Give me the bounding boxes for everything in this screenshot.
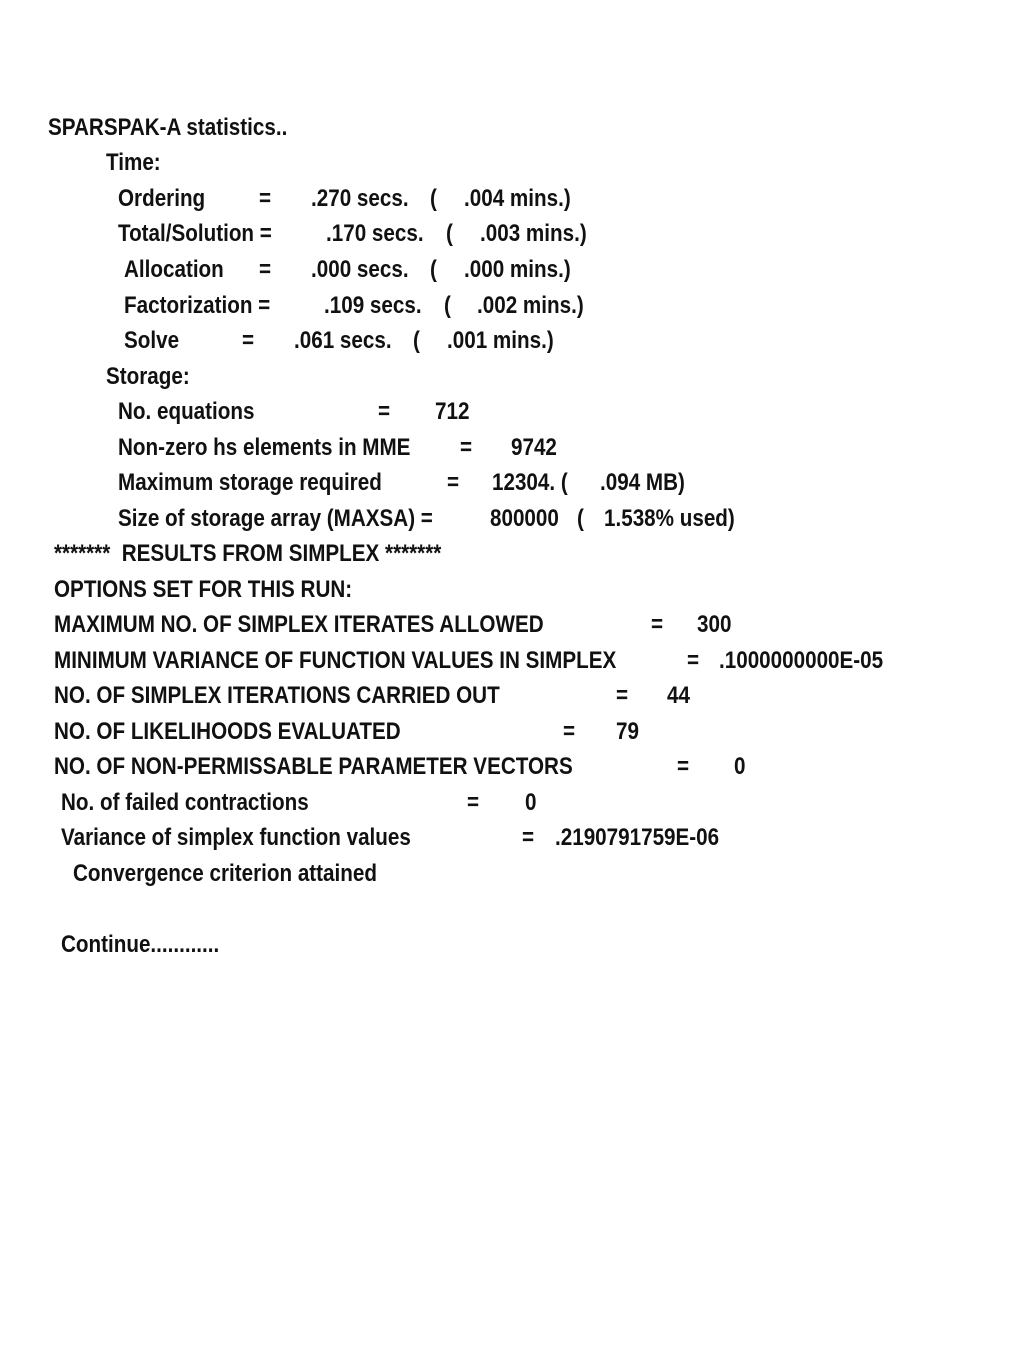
line-label[interactable]: Continue............ [61, 931, 220, 958]
line-label: Factorization = [124, 292, 271, 319]
line-value: = [447, 469, 460, 496]
line-value: .170 secs. [326, 220, 424, 247]
storage-row-nonzero [0, 433, 1024, 463]
line-value: ( [446, 220, 453, 247]
line-label: NO. OF NON-PERMISSABLE PARAMETER VECTORS [54, 753, 573, 780]
time-row-factorization [0, 291, 1024, 321]
sparspak-title [0, 113, 1024, 143]
line-value: = [651, 611, 664, 638]
line-value: ( [413, 327, 420, 354]
line-label: Convergence criterion attained [73, 860, 377, 887]
line-value: 712 [435, 398, 470, 425]
line-value: 800000 [490, 505, 559, 532]
line-value: 12304. ( [492, 469, 568, 496]
line-value: 44 [667, 682, 690, 709]
line-value: 1.538% used) [604, 505, 735, 532]
line-value: 79 [616, 718, 639, 745]
time-row-allocation [0, 255, 1024, 285]
line-value: = [563, 718, 576, 745]
line-value: = [522, 824, 535, 851]
time-heading [0, 148, 1024, 178]
simplex-banner [0, 539, 1024, 569]
line-value: .000 mins.) [464, 256, 571, 283]
line-label: Ordering [118, 185, 206, 212]
line-value: ( [577, 505, 584, 532]
line-value: .001 mins.) [447, 327, 554, 354]
storage-row-size [0, 504, 1024, 534]
line-label: No. equations [118, 398, 255, 425]
line-label: Time: [106, 149, 161, 176]
line-value: .004 mins.) [464, 185, 571, 212]
time-row-total-solution [0, 219, 1024, 249]
line-label: Storage: [106, 363, 190, 390]
line-label: OPTIONS SET FOR THIS RUN: [54, 576, 353, 603]
line-value: 300 [697, 611, 732, 638]
line-value: .000 secs. [311, 256, 409, 283]
line-label: MAXIMUM NO. OF SIMPLEX ITERATES ALLOWED [54, 611, 544, 638]
simplex-row [0, 610, 1024, 640]
line-label: Non-zero hs elements in MME [118, 434, 411, 461]
line-label: Variance of simplex function values [61, 824, 411, 851]
line-value: = [616, 682, 629, 709]
line-value: .094 MB) [600, 469, 685, 496]
line-label: NO. OF LIKELIHOODS EVALUATED [54, 718, 401, 745]
line-value: .1000000000E-05 [719, 647, 884, 674]
line-value: 9742 [511, 434, 557, 461]
line-label: MINIMUM VARIANCE OF FUNCTION VALUES IN SIMPLEX [54, 647, 617, 674]
line-value: = [259, 185, 272, 212]
line-value: 0 [734, 753, 746, 780]
line-value: 0 [525, 789, 537, 816]
simplex-row [0, 788, 1024, 818]
continue-prompt [0, 930, 1024, 960]
line-value: ( [430, 185, 437, 212]
convergence-message [0, 859, 1024, 889]
line-value: = [259, 256, 272, 283]
line-value: = [378, 398, 391, 425]
line-label: Total/Solution = [118, 220, 272, 247]
line-label: No. of failed contractions [61, 789, 309, 816]
line-value: = [460, 434, 473, 461]
simplex-row [0, 823, 1024, 853]
line-value: .270 secs. [311, 185, 409, 212]
line-value: .2190791759E-06 [555, 824, 720, 851]
line-label: Size of storage array (MAXSA) = [118, 505, 433, 532]
simplex-row [0, 717, 1024, 747]
line-value: .003 mins.) [480, 220, 587, 247]
line-label: Solve [124, 327, 180, 354]
line-label: Allocation [124, 256, 224, 283]
time-row-solve [0, 326, 1024, 356]
line-value: .002 mins.) [477, 292, 584, 319]
time-row-ordering [0, 184, 1024, 214]
storage-heading [0, 362, 1024, 392]
storage-row-max [0, 468, 1024, 498]
line-value: = [467, 789, 480, 816]
simplex-row [0, 646, 1024, 676]
storage-row-equations [0, 397, 1024, 427]
line-label: ******* RESULTS FROM SIMPLEX ******* [54, 540, 442, 567]
line-value: ( [444, 292, 451, 319]
simplex-row [0, 681, 1024, 711]
line-value: .109 secs. [324, 292, 422, 319]
line-label: NO. OF SIMPLEX ITERATIONS CARRIED OUT [54, 682, 500, 709]
simplex-row [0, 752, 1024, 782]
line-value: ( [430, 256, 437, 283]
line-value: = [687, 647, 700, 674]
line-value: = [242, 327, 255, 354]
line-value: = [677, 753, 690, 780]
line-label: SPARSPAK-A statistics.. [48, 114, 288, 141]
line-value: .061 secs. [294, 327, 392, 354]
line-label: Maximum storage required [118, 469, 382, 496]
options-heading [0, 575, 1024, 605]
